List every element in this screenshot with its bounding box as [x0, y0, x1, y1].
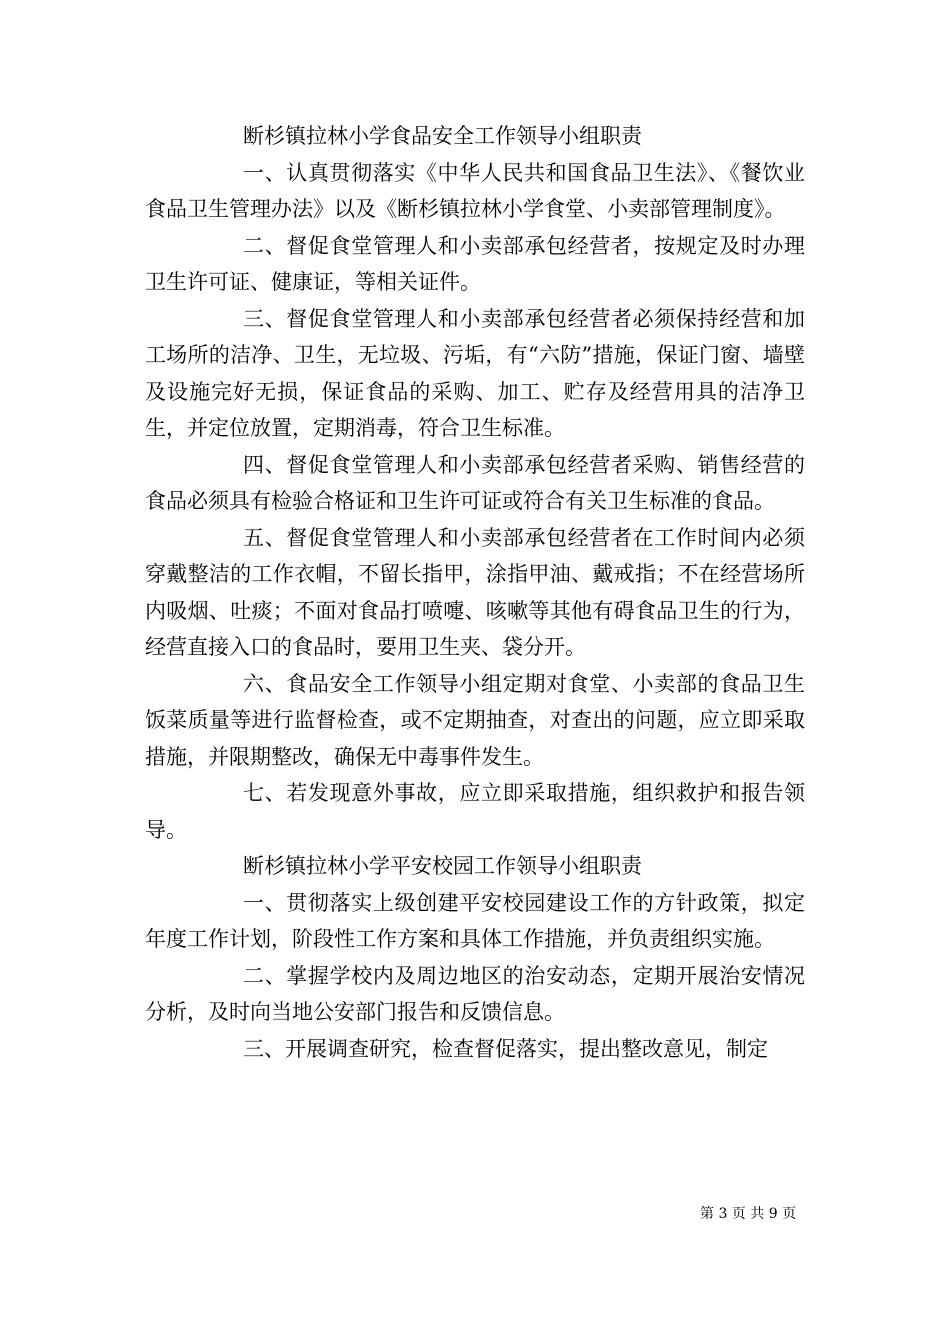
paragraph: 一、认真贯彻落实《中华人民共和国食品卫生法》、《餐饮业食品卫生管理办法》以及《断杉镇拉林小学食堂、小卖部管理制度》。 [145, 160, 805, 221]
paragraph: 一、贯彻落实上级创建平安校园建设工作的方针政策，拟定年度工作计划，阶段性工作方案和具体工作措施，并负责组织实施。 [145, 890, 805, 951]
paragraph: 七、若发现意外事故，应立即采取措施，组织救护和报告领导。 [145, 781, 805, 842]
page-number: 第 3 页 共 9 页 [700, 1206, 797, 1222]
document-body [145, 118, 805, 1067]
paragraph: 二、掌握学校内及周边地区的治安动态，定期开展治安情况分析，及时向当地公安部门报告和反馈信息。 [145, 963, 805, 1024]
paragraph: 四、督促食堂管理人和小卖部承包经营者采购、销售经营的食品必须具有检验合格证和卫生许可证或符合有关卫生标准的食品。 [145, 452, 805, 513]
paragraph: 三、督促食堂管理人和小卖部承包经营者必须保持经营和加工场所的洁净、卫生，无垃圾、污垢，有“六防”措施，保证门窗、墙壁及设施完好无损，保证食品的采购、加工、贮存及经营用具的洁净卫生，并定位放置，定期消毒，符合卫生标准。 [145, 306, 805, 440]
paragraph: 五、督促食堂管理人和小卖部承包经营者在工作时间内必须穿戴整洁的工作衣帽，不留长指甲，涂指甲油、戴戒指；不在经营场所内吸烟、吐痰；不面对食品打喷嚏、咳嗽等其他有碍食品卫生的行为，经营直接入口的食品时，要用卫生夹、袋分开。 [145, 525, 805, 659]
paragraph: 二、督促食堂管理人和小卖部承包经营者，按规定及时办理卫生许可证、健康证，等相关证件。 [145, 233, 805, 294]
section-heading-food-safety: 断杉镇拉林小学食品安全工作领导小组职责 [243, 124, 642, 148]
section-heading-safe-campus: 断杉镇拉林小学平安校园工作领导小组职责 [243, 854, 642, 878]
paragraph: 六、食品安全工作领导小组定期对食堂、小卖部的食品卫生饭菜质量等进行监督检查，或不定期抽查，对查出的问题，应立即采取措施，并限期整改，确保无中毒事件发生。 [145, 671, 805, 769]
paragraph: 三、开展调查研究，检查督促落实，提出整改意见，制定 [243, 1036, 768, 1061]
